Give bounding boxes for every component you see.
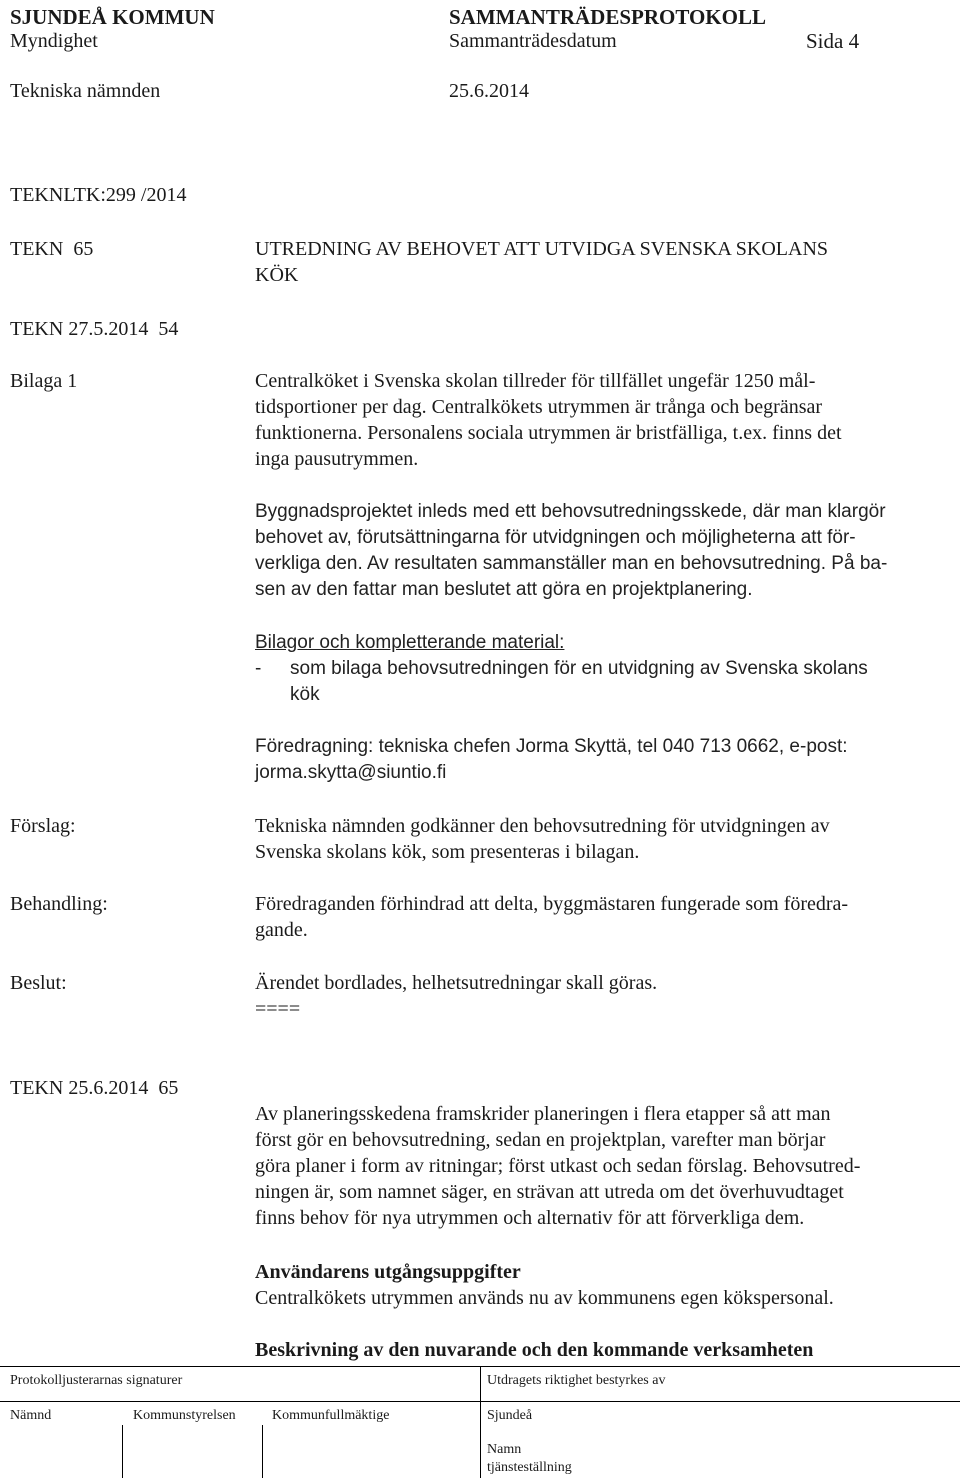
text-line: Föredraganden förhindrad att delta, byggmästaren fungerade som föredra- [255, 893, 849, 915]
document-type: SAMMANTRÄDESPROTOKOLL [449, 5, 766, 29]
section-ref: TEKN 65 [10, 238, 94, 260]
presenter-info [255, 734, 945, 786]
footer-name-label: Namn [487, 1442, 522, 1457]
text-line: göra planer i form av ritningar; först utkast och sedan förslag. Behovsutred- [255, 1155, 861, 1177]
proposal-label: Förslag: [10, 815, 76, 837]
footer-kstyr-label: Kommunstyrelsen [133, 1408, 236, 1423]
footer-position-label: tjänsteställning [487, 1460, 572, 1475]
text-line: Svenska skolans kök, som presenteras i bilagan. [255, 841, 640, 863]
footer-col-divider [122, 1425, 123, 1478]
section-heading-activity: Beskrivning av den nuvarande och den kommande verksamheten [255, 1339, 814, 1361]
text-line: gande. [255, 919, 308, 941]
text-line: som bilaga behovsutredningen för en utvidgning av Svenska skolans [290, 658, 868, 679]
meeting-date: 25.6.2014 [449, 80, 529, 102]
footer-place-label: Sjundeå [487, 1408, 533, 1423]
user-data-text: Centralkökets utrymmen används nu av kommunens egen kökspersonal. [255, 1287, 834, 1309]
attachments-heading: Bilagor och kompletterande material: [255, 632, 565, 653]
list-dash: - [255, 658, 262, 679]
previous-ref: TEKN 27.5.2014 54 [10, 318, 179, 340]
text-line: sen av den fattar man beslutet att göra en projektplanering. [255, 579, 753, 600]
decision-end-marker: ==== [255, 998, 301, 1020]
footer-signatures-label: Protokolljusterarnas signaturer [10, 1373, 183, 1388]
case-title [255, 236, 945, 288]
authority-label: Myndighet [10, 30, 98, 52]
footer-col-divider [262, 1425, 263, 1478]
text-line: Tekniska nämnden godkänner den behovsutredning för utvidgningen av [255, 815, 830, 837]
decision-text [255, 970, 945, 1022]
text-line: först gör en behovsutredning, sedan en projektplan, varefter man börjar [255, 1129, 826, 1151]
footer-extract-label: Utdragets riktighet bestyrkes av [487, 1373, 666, 1388]
text-line: ningen är, som namnet säger, en strävan att utreda om det överhuvudtaget [255, 1181, 844, 1203]
current-ref: TEKN 25.6.2014 65 [10, 1077, 179, 1099]
text-line: inga pausutrymmen. [255, 448, 419, 470]
presenter-email: jorma.skytta@siuntio.fi [255, 762, 447, 783]
footer-center-divider [480, 1366, 481, 1478]
org-name: SJUNDEÅ KOMMUN [10, 5, 215, 29]
text-line: tidsportioner per dag. Centralkökets utrymmen är trånga och begränsar [255, 396, 823, 418]
text-line: funktionerna. Personalens sociala utrymmen är bristfälliga, t.ex. finns det [255, 422, 842, 444]
paragraph-project [255, 499, 945, 603]
text-line: Ärendet bordlades, helhetsutredningar skall göras. [255, 972, 658, 994]
section-heading-user-data: Användarens utgångsuppgifter [255, 1261, 521, 1283]
text-line: finns behov för nya utrymmen och alternativ för att förverkliga dem. [255, 1207, 805, 1229]
text-line: Centralköket i Svenska skolan tillreder för tillfället ungefär 1250 mål- [255, 370, 816, 392]
case-number: TEKNLTK:299 /2014 [10, 184, 187, 206]
text-line: kök [290, 684, 320, 705]
text-line: behovet av, förutsättningarna för utvidgningen och möjligheterna att för- [255, 527, 856, 548]
page-number: Sida 4 [806, 29, 860, 53]
footer-kfm-label: Kommunfullmäktige [272, 1408, 390, 1423]
text-line: Föredragning: tekniska chefen Jorma Skyttä, tel 040 713 0662, e-post: [255, 736, 848, 757]
paragraph-planning [255, 1101, 945, 1231]
text-line: verkliga den. Av resultaten sammanställer man en behovsutredning. På ba- [255, 553, 888, 574]
attachment-ref: Bilaga 1 [10, 370, 78, 392]
paragraph-background [255, 368, 945, 472]
handling-text [255, 891, 945, 943]
proposal-text [255, 813, 945, 865]
attachment-item [290, 656, 868, 708]
decision-label: Beslut: [10, 972, 67, 994]
case-title-line: KÖK [255, 264, 299, 286]
case-title-line: UTREDNING AV BEHOVET ATT UTVIDGA SVENSKA SKOLANS [255, 238, 829, 260]
footer-board-label: Nämnd [10, 1408, 52, 1423]
handling-label: Behandling: [10, 893, 108, 915]
date-label: Sammanträdesdatum [449, 30, 617, 52]
text-line: Av planeringsskedena framskrider planeringen i flera etapper så att man [255, 1103, 831, 1125]
text-line: Byggnadsprojektet inleds med ett behovsutredningsskede, där man klargör [255, 501, 886, 522]
authority-name: Tekniska nämnden [10, 80, 161, 102]
